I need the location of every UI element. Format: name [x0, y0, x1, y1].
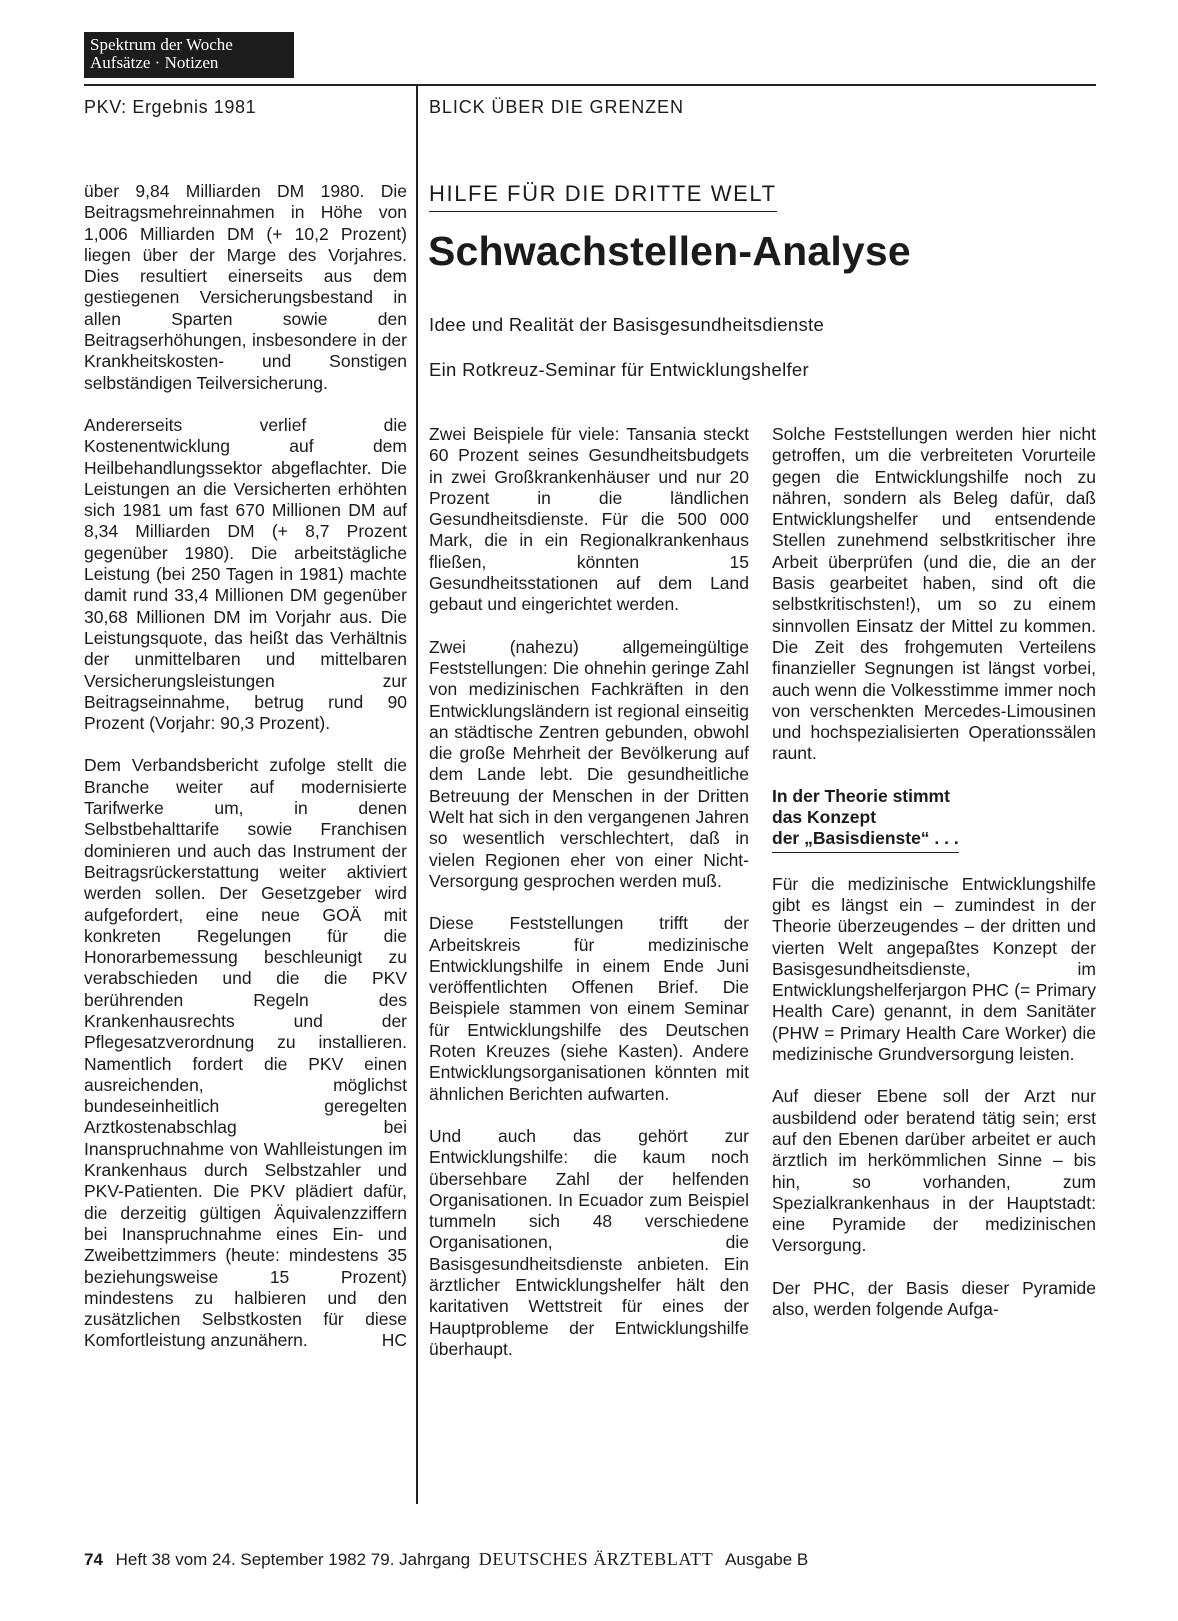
intermediate-heading-line-2: das Konzept: [772, 807, 877, 828]
intermediate-heading: [772, 786, 1096, 853]
badge-line-1: Spektrum der Woche: [90, 35, 233, 54]
left-paragraph-1: über 9,84 Milliarden DM 1980. Die Beitragsmehreinnahmen in Höhe von 1,006 Milliarden DM (+ 10,2 Prozent) liegen über der Marge des Vorjahres. Dies resultiert einerseits aus dem gestiegenen Versicherungsbestand in allen Sparten sowie den Beitragserhöhungen, insbesondere in der Krankheitskosten- und Sonstigen selbständigen Teilversicherung.: [84, 181, 407, 393]
right-column: [772, 424, 1096, 1341]
edition: Ausgabe B: [725, 1550, 809, 1569]
right-kicker: BLICK ÜBER DIE GRENZEN: [429, 97, 684, 117]
middle-paragraph-2: Zwei (nahezu) allgemeingültige Feststellungen: Die ohnehin geringe Zahl von medizinischen Fachkräften in den Entwicklungsländern ist regional einseitig an städtische Zentren gebunden, obwohl die große Mehrheit der Bevölkerung auf dem Lande lebt. Die gesundheitliche Betreuung der Menschen in der Dritten Welt hat sich in den vergangenen Jahren so wesentlich verschlechtert, daß in vielen Regionen eher von einer Nicht-Versorgung gesprochen werden muß.: [429, 636, 749, 891]
intermediate-heading-line-3: der „Basisdienste“ . . .: [772, 828, 959, 852]
intermediate-heading-line-1: In der Theorie stimmt: [772, 785, 950, 806]
left-kicker: PKV: Ergebnis 1981: [84, 97, 257, 117]
top-rule: [84, 84, 1096, 86]
section-badge: [84, 32, 294, 78]
badge-line-2: Aufsätze · Notizen: [90, 53, 219, 72]
journal-name: DEUTSCHES ÄRZTEBLATT: [478, 1549, 714, 1569]
right-paragraph-2: Für die medizinische Entwicklungshilfe gibt es längst ein – zumindest in der Theorie überzeugendes – der dritten und vierten Welt angepaßtes Konzept der Basisgesundheitsdienste, im Entwicklungshelferjargon PHC (= Primary Health Care) genannt, in dem Sanitäter (PHW = Primary Health Care Worker) die medizinische Grundversorgung leisten.: [772, 873, 1096, 1065]
column-divider: [416, 84, 418, 1504]
right-paragraph-1: Solche Feststellungen werden hier nicht getroffen, um die verbreiteten Vorurteile gegen die Entwicklungshilfe noch zu nähren, sondern als Beleg dafür, daß Entwicklungshelfer und entsendende Stellen zunehmend selbstkritischer ihre Arbeit überprüfen (und die, die an der Basis gearbeitet haben, sind oft die selbstkritischsten!), um so zu einem sinnvollen Einsatz der Mittel zu kommen. Die Zeit des frohgemuten Verteilens finanzieller Segnungen ist längst vorbei, auch wenn die Volkesstimme immer noch von verschenkten Mercedes-Limousinen und hochspezialisierten Operationssälen raunt.: [772, 424, 1096, 764]
middle-column: [429, 424, 749, 1381]
subtitle-1: Idee und Realität der Basisgesundheitsdienste: [429, 314, 825, 335]
left-paragraph-3: [84, 755, 407, 1351]
middle-paragraph-1: Zwei Beispiele für viele: Tansania steckt 60 Prozent seines Gesundheitsbudgets in zwei Großkrankenhäuser und nur 20 Prozent in die ländlichen Gesundheitsdienste. Für die 500 000 Mark, die in ein Regionalkrankenhaus fließen, könnten 15 Gesundheitsstationen auf dem Land gebaut und eingerichtet werden.: [429, 424, 749, 615]
left-paragraph-3-text: Dem Verbandsbericht zufolge stellt die Branche weiter auf modernisierte Tarifwerke um, in denen Selbstbehalttarife sowie Franchisen dominieren und auch das Instrument der Beitragsrückerstattung weiter aktiviert werden sollen. Der Gesetzgeber wird aufgefordert, eine neue GOÄ mit konkreten Regelungen für die Honorarbemessung beschleunigt zu verabschieden und die die PKV berührenden Regeln des Krankenhausrechts und der Pflegesatzverordnung zu installieren. Namentlich fordert die PKV einen ausreichenden, möglichst bundeseinheitlich geregelten Arztkostenabschlag bei Inanspruchnahme von Wahlleistungen im Krankenhaus durch Selbstzahler und PKV-Patienten. Die PKV plädiert dafür, die derzeitig gültigen Äquivalenzziffern bei Inanspruchnahme eines Ein- und Zweibettzimmers (heute: mindestens 35 beziehungsweise 15 Prozent) mindestens zu halbieren und den zusätzlichen Selbstkosten für diese Komfortleistung anzunähern.: [84, 755, 407, 1351]
issue-info: Heft 38 vom 24. September 1982 79. Jahrgang: [115, 1550, 471, 1569]
left-column: [84, 181, 407, 1373]
middle-paragraph-4: Und auch das gehört zur Entwicklungshilfe: die kaum noch übersehbare Zahl der helfenden Organisationen. In Ecuador zum Beispiel tummeln sich 48 verschiedene Organisationen, die Basisgesundheitsdienste anbieten. Ein ärztlicher Entwicklungshelfer hält den karitativen Wettstreit für eines der Hauptprobleme der Entwicklungshilfe überhaupt.: [429, 1125, 749, 1359]
section-title: HILFE FÜR DIE DRITTE WELT: [429, 181, 777, 212]
page-number: 74: [84, 1550, 103, 1569]
middle-paragraph-3: Diese Feststellungen trifft der Arbeitskreis für medizinische Entwicklungshilfe in einem Ende Juni veröffentlichten Offenen Brief. Die Beispiele stammen von einem Seminar für Entwicklungshilfe des Deutschen Roten Kreuzes (siehe Kasten). Andere Entwicklungsorganisationen könnten mit ähnlichen Berichten aufwarten.: [429, 913, 749, 1104]
right-paragraph-3: Auf dieser Ebene soll der Arzt nur ausbildend oder beratend tätig sein; erst auf den Ebenen darüber arbeitet er auch ärztlich im herkömmlichen Sinne – bis hin, so vorhanden, zum Spezialkrankenhaus in der Hauptstadt: eine Pyramide der medizinischen Versorgung.: [772, 1086, 1096, 1256]
left-paragraph-2: Andererseits verlief die Kostenentwicklung auf dem Heilbehandlungssektor abgeflachter. Die Leistungen an die Versicherten erhöhten sich 1981 um fast 670 Millionen DM auf 8,34 Milliarden DM (+ 8,7 Prozent gegenüber 1980). Die arbeitstägliche Leistung (bei 250 Tagen in 1981) machte damit rund 33,4 Millionen DM gegenüber 30,68 Millionen DM im Vorjahr aus. Die Leistungsquote, das heißt das Verhältnis der unmittelbaren und mittelbaren Versicherungsleistungen zur Beitragseinnahme, betrug rund 90 Prozent (Vorjahr: 90,3 Prozent).: [84, 414, 407, 734]
right-paragraph-4: Der PHC, der Basis dieser Pyramide also, werden folgende Aufga-: [772, 1277, 1096, 1319]
page-footer: [84, 1549, 808, 1570]
headline: Schwachstellen-Analyse: [428, 228, 911, 274]
author-signature: HC: [381, 1330, 407, 1351]
subtitle-2: Ein Rotkreuz-Seminar für Entwicklungshelfer: [429, 359, 809, 380]
